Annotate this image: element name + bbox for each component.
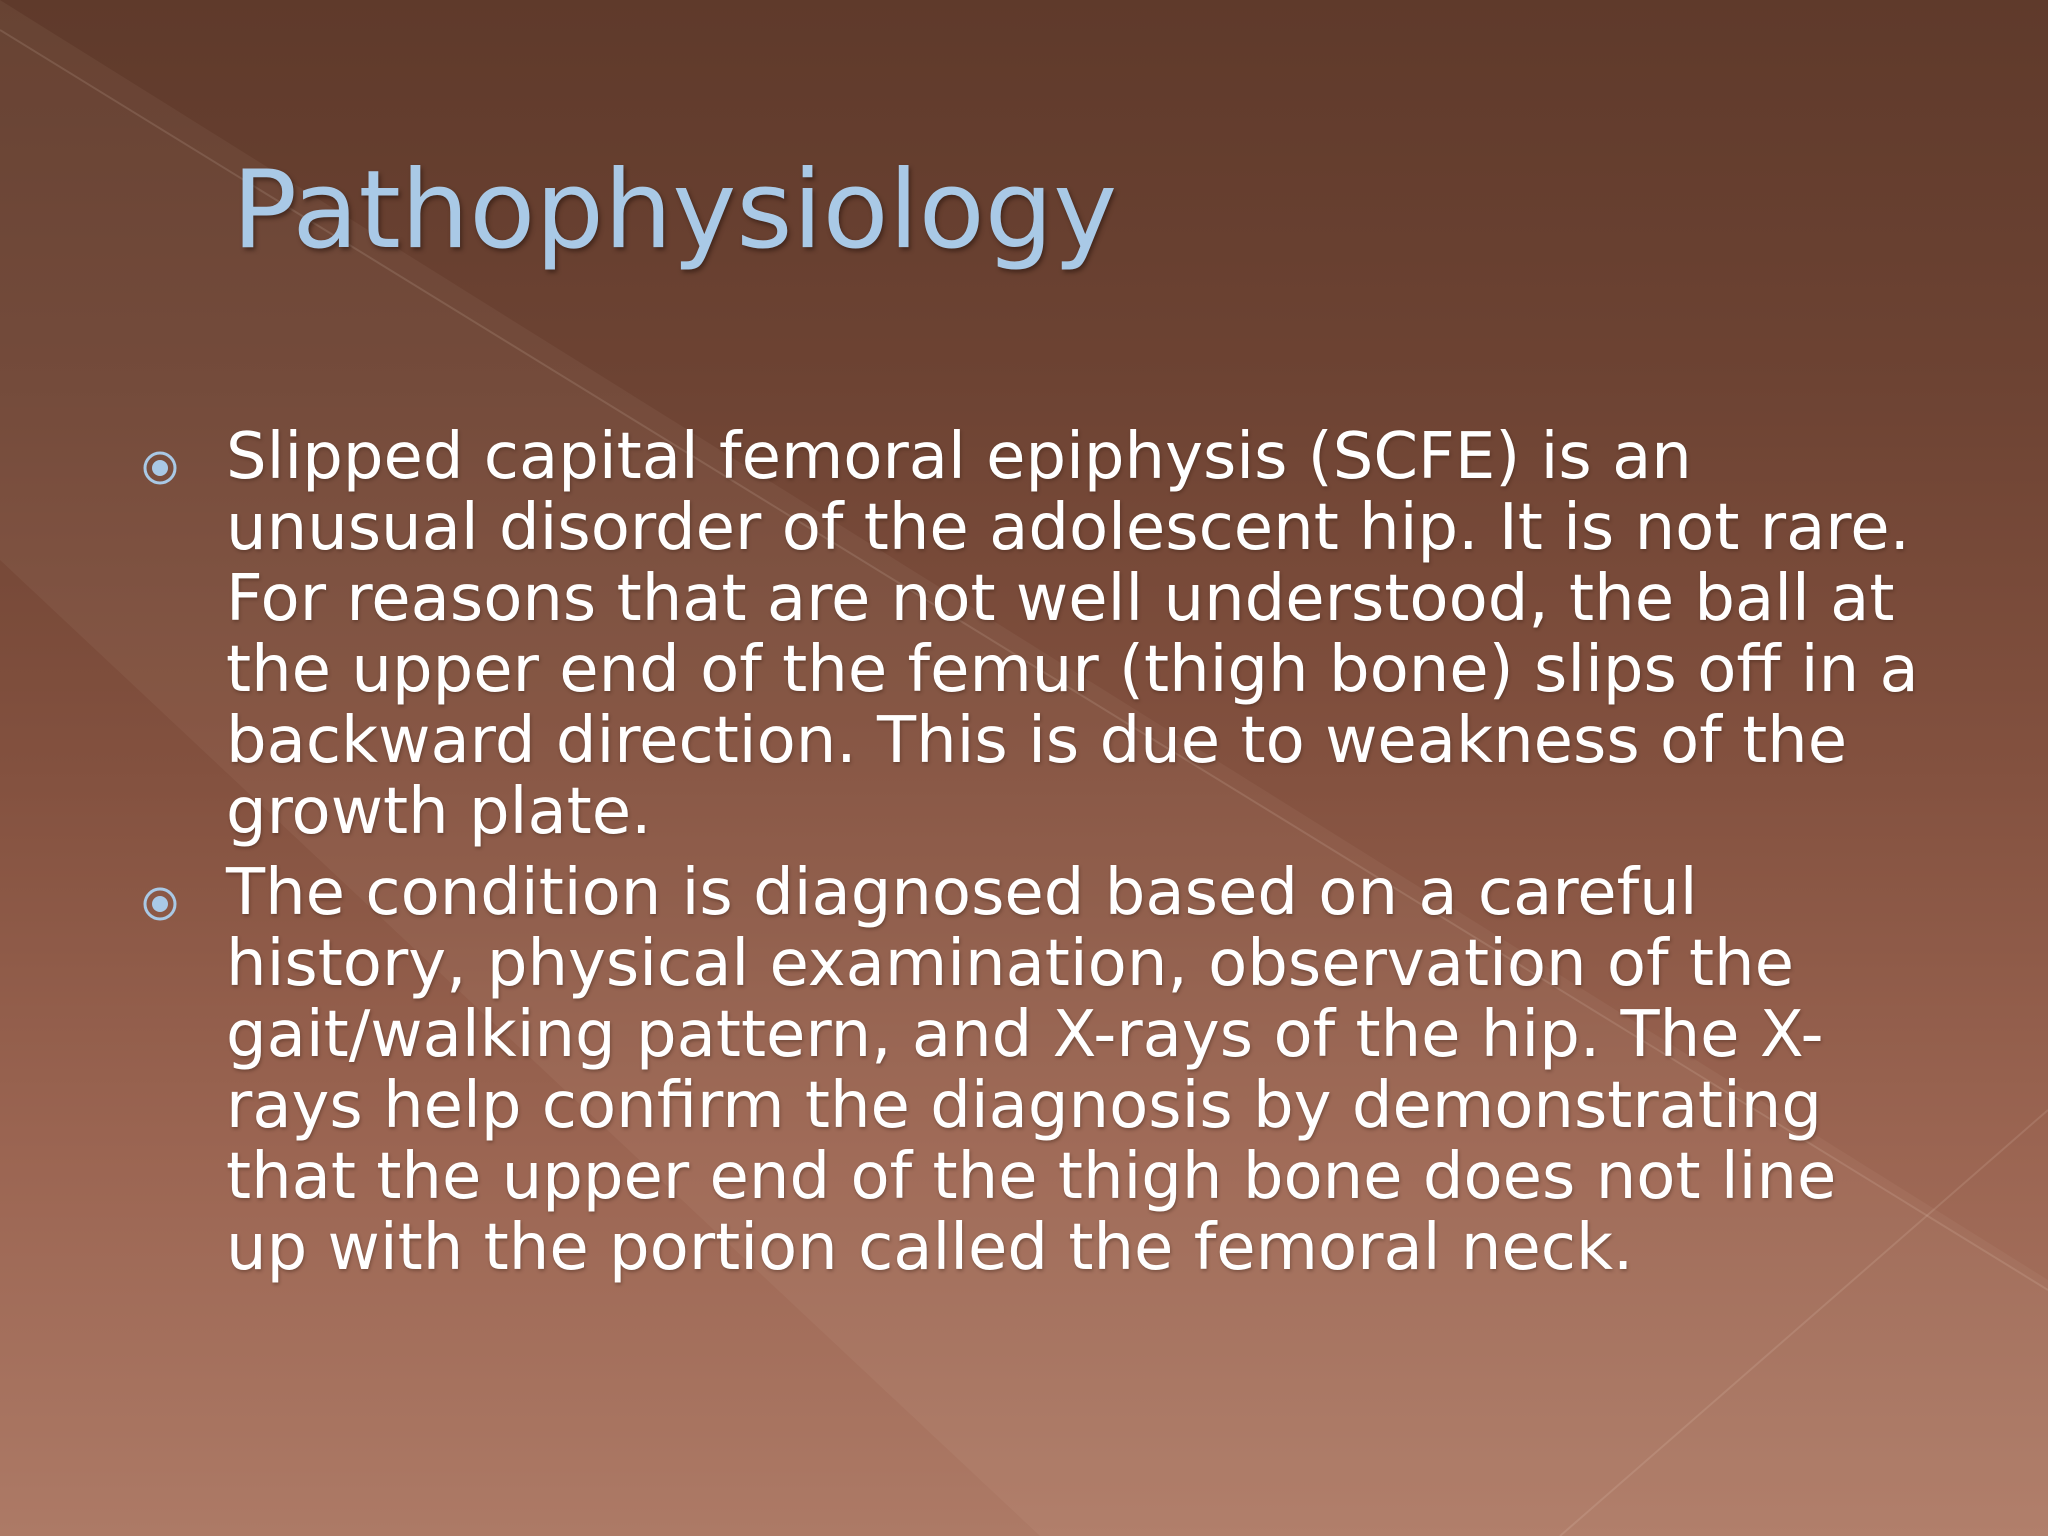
- circled-dot-icon: [140, 884, 180, 924]
- slide-title: Pathophysiology: [232, 148, 1118, 273]
- circled-dot-icon: [140, 448, 180, 488]
- bullet-list: [140, 422, 1920, 1294]
- bullet-text: Slipped capital femoral epiphysis (SCFE) is an unusual disorder of the adolescent hip. It is not rare. For reasons that are not well understood, the ball at the upper end of the femur (thigh bone) slips off in a backward direction. This is due to weakness of the growth plate.: [226, 420, 1919, 849]
- bullet-text: The condition is diagnosed based on a careful history, physical examination, observation of the gait/walking pattern, and X-rays of the hip. The X-rays help confirm the diagnosis by demonstrating that the upper end of the thigh bone does not line up with the portion called the femoral neck.: [226, 856, 1837, 1285]
- bullet-item: [140, 422, 1920, 848]
- bullet-item: [140, 858, 1920, 1284]
